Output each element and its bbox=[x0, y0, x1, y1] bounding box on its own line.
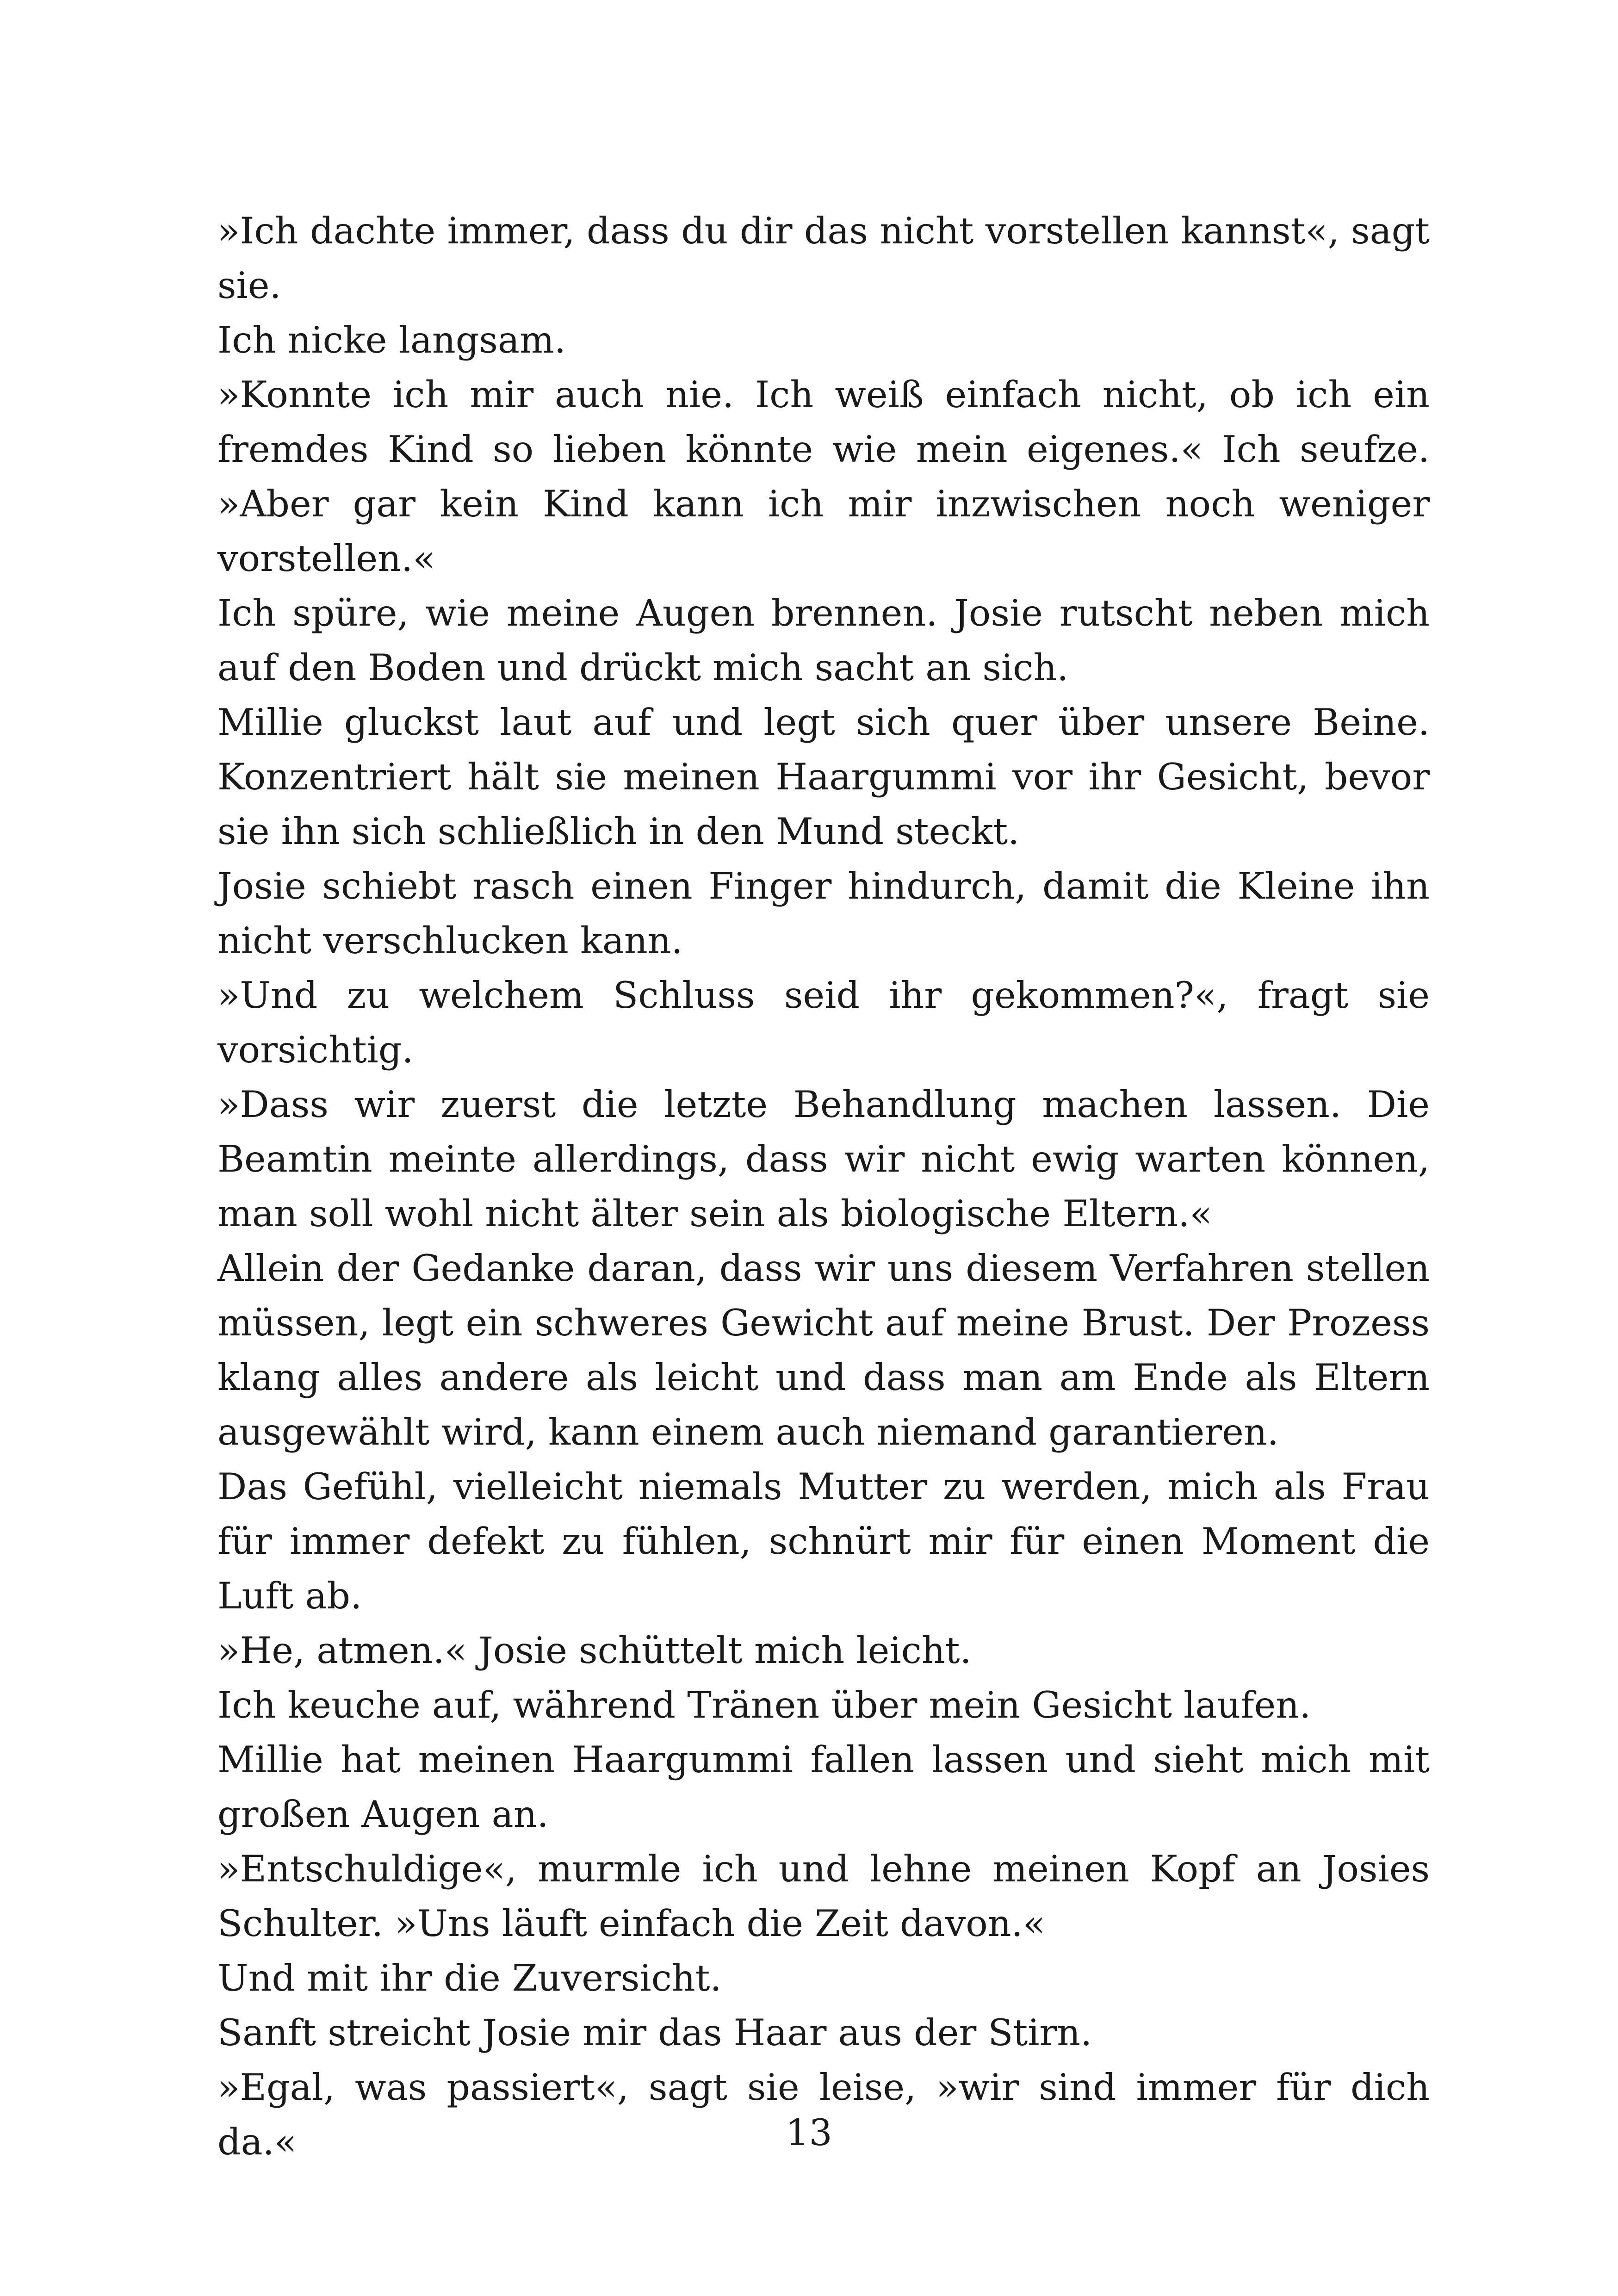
paragraph: Ich nicke langsam. bbox=[217, 319, 566, 361]
paragraph: »Konnte ich mir auch nie. Ich weiß einfach nicht, ob ich ein fremdes Kind so lieben könnte wie mein eigenes.« Ich seufze. »Aber gar kein Kind kann ich mir inzwischen noch weniger vorstellen.« bbox=[217, 373, 1430, 580]
paragraph: »He, atmen.« Josie schüttelt mich leicht. bbox=[217, 1629, 972, 1672]
paragraph: Millie hat meinen Haargummi fallen lassen und sieht mich mit großen Augen an. bbox=[217, 1738, 1430, 1836]
paragraph: Das Gefühl, vielleicht niemals Mutter zu werden, mich als Frau für immer defekt zu fühlen, schnürt mir für einen Moment die Luft ab. bbox=[217, 1465, 1430, 1617]
page-body-text bbox=[217, 204, 1430, 2169]
paragraph: »Egal, was passiert«, sagt sie leise, »wir sind immer für dich da.« bbox=[217, 2066, 1430, 2163]
paragraph: Millie gluckst laut auf und legt sich quer über unsere Beine. Konzentriert hält sie meinen Haargummi vor ihr Gesicht, bevor sie ihn sich schließlich in den Mund steckt. bbox=[217, 701, 1430, 853]
page-number: 13 bbox=[786, 2111, 832, 2154]
paragraph: »Und zu welchem Schluss seid ihr gekommen?«, fragt sie vorsichtig. bbox=[217, 974, 1430, 1071]
paragraph: Josie schiebt rasch einen Finger hindurch, damit die Kleine ihn nicht verschlucken kann. bbox=[217, 865, 1430, 962]
paragraph: »Dass wir zuerst die letzte Behandlung machen lassen. Die Beamtin meinte allerdings, dass wir nicht ewig warten können, man soll wohl nicht älter sein als biologische Eltern.« bbox=[217, 1083, 1430, 1235]
paragraph: Ich spüre, wie meine Augen brennen. Josie rutscht neben mich auf den Boden und drückt mich sacht an sich. bbox=[217, 592, 1430, 689]
paragraph: »Ich dachte immer, dass du dir das nicht vorstellen kannst«, sagt sie. bbox=[217, 210, 1430, 307]
paragraph: Ich keuche auf, während Tränen über mein Gesicht laufen. bbox=[217, 1684, 1311, 1726]
paragraph: »Entschuldige«, murmle ich und lehne meinen Kopf an Josies Schulter. »Uns läuft einfach die Zeit davon.« bbox=[217, 1848, 1430, 1945]
paragraph: Allein der Gedanke daran, dass wir uns diesem Verfahren stellen müssen, legt ein schweres Gewicht auf meine Brust. Der Prozess klang alles andere als leicht und dass man am Ende als Eltern ausgewählt wird, kann einem auch niemand garantieren. bbox=[217, 1247, 1430, 1453]
paragraph: Sanft streicht Josie mir das Haar aus der Stirn. bbox=[217, 2011, 1092, 2054]
paragraph: Und mit ihr die Zuversicht. bbox=[217, 1957, 722, 1999]
